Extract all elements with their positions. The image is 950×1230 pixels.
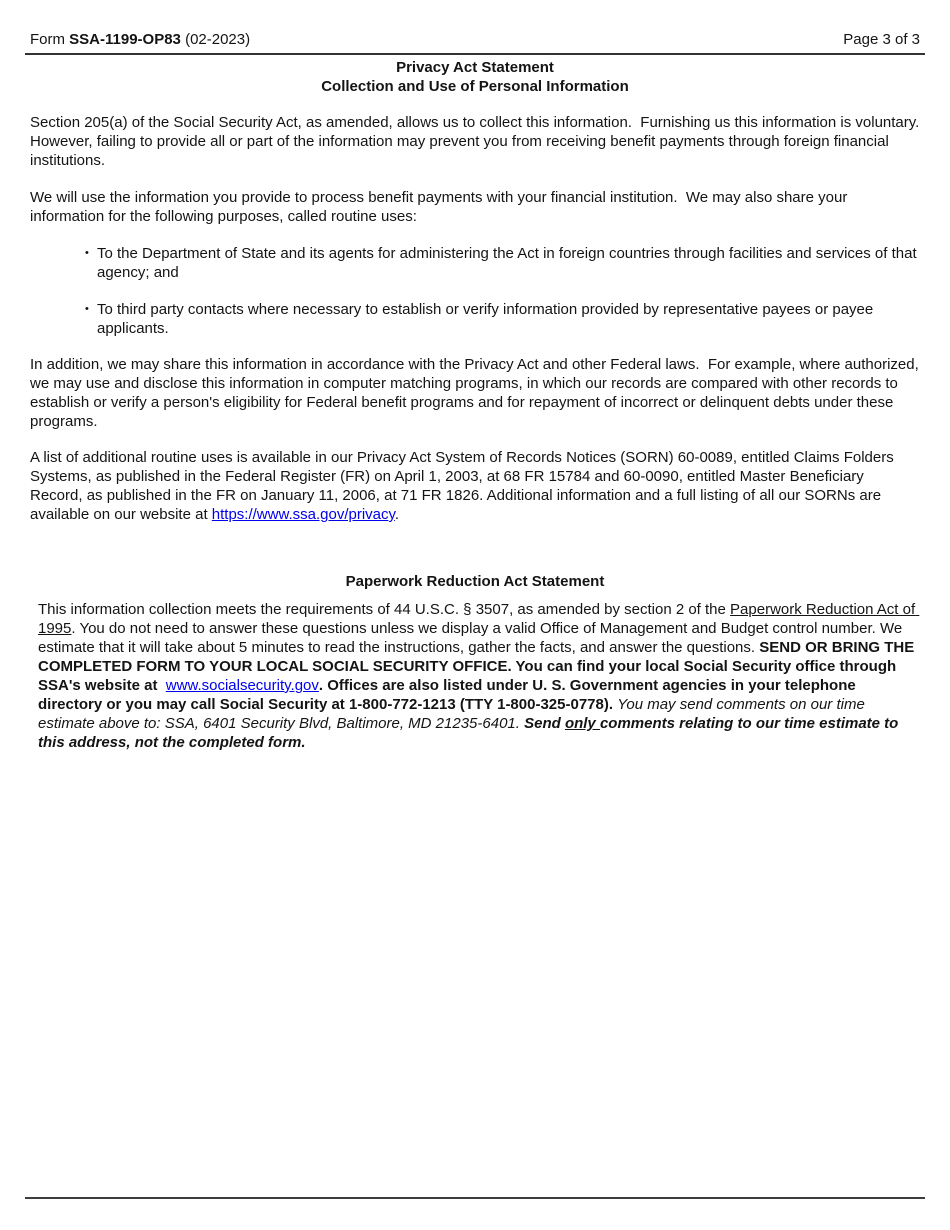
text-segment: . You do not need to answer these questions unless we display a valid Office of Management and Budget control number. We estimate that it will take about 5 minutes to read the instructions, gather the facts, and answer the questions. [38, 620, 907, 656]
page-number: Page 3 of 3 [843, 31, 920, 48]
socialsecurity-gov-link[interactable]: www.socialsecurity.gov [165, 677, 319, 694]
privacy-paragraph-3: In addition, we may share this information in accordance with the Privacy Act and other Federal laws. For example, where authorized, we may use and disclose this information in computer matching programs, in which our records are compared with other records to establish or verify a person's eligibility for Federal benefit programs and for repayment of incorrect or delinquent debts under these programs. [30, 356, 923, 430]
text-segment: . [394, 506, 400, 523]
privacy-paragraph-1: Section 205(a) of the Social Security Act, as amended, allows us to collect this information. Furnishing us this information is voluntary. However, failing to provide all or part of the information may prevent you from receiving benefit payments through foreign financial institutions. [30, 114, 928, 169]
paperwork-paragraph [38, 600, 920, 752]
page-header [30, 30, 920, 49]
text-segment: comments relating to our time estimate to this address, not the completed form. [38, 715, 903, 751]
comments-address-note: You may send comments on our time estimate above to: SSA, 6401 Security Blvd, Baltimore, MD 21235-6401. [38, 696, 869, 732]
bullet-item [85, 300, 920, 338]
form-number: SSA-1199-OP83 [69, 31, 181, 48]
privacy-paragraph-4 [30, 448, 920, 524]
text-segment: Send [524, 715, 565, 732]
paperwork-act-reference: Paperwork Reduction Act of 1995 [38, 601, 920, 637]
text-segment: . Offices are also listed under U. S. Government agencies in your telephone directory or you may call Social Security at 1-800-772-1213 (TTY 1-800-325-0778). [38, 677, 860, 713]
form-prefix: Form [30, 31, 70, 48]
form-number-label [30, 30, 250, 49]
text-segment: This information collection meets the requirements of 44 U.S.C. § 3507, as amended by section 2 of the [38, 601, 731, 618]
bullet-text: To the Department of State and its agents for administering the Act in foreign countries through facilities and services of that agency; and [97, 245, 921, 281]
text-segment: A list of additional routine uses is available in our Privacy Act System of Records Notices (SORN) 60-0089, entitled Claims Folders Systems, as published in the Federal Register (FR) on April 1, 2003, at 68 FR 15784 and 60-0090, entitled Master Beneficiary Record, as published in the FR on January 11, 2006, at 71 FR 1826. Additional information and a full listing of all our SORNs are available on our website at [30, 449, 898, 523]
bullet-icon: • [85, 303, 89, 315]
footer-divider [25, 1197, 925, 1199]
ssa-privacy-link[interactable]: https://www.ssa.gov/privacy [211, 506, 395, 523]
send-form-instruction: SEND OR BRING THE COMPLETED FORM TO YOUR LOCAL SOCIAL SECURITY OFFICE. You can find your local Social Security office through SSA's website at [38, 639, 919, 694]
privacy-act-title: Privacy Act Statement [396, 59, 554, 76]
form-revision: (02-2023) [180, 31, 251, 48]
paperwork-title: Paperwork Reduction Act Statement [345, 573, 605, 590]
bullet-item [85, 244, 920, 282]
privacy-act-subtitle: Collection and Use of Personal Information [321, 78, 629, 95]
bullet-icon: • [85, 247, 89, 259]
header-divider [25, 53, 925, 55]
title-block [30, 58, 920, 96]
privacy-paragraph-2: We will use the information you provide to process benefit payments with your financial institution. We may also share your information for the following purposes, called routine uses: [30, 189, 852, 225]
only-emphasis: only [564, 715, 600, 732]
bullet-text: To third party contacts where necessary to establish or verify information provided by representative payees or payee applicants. [97, 301, 878, 337]
